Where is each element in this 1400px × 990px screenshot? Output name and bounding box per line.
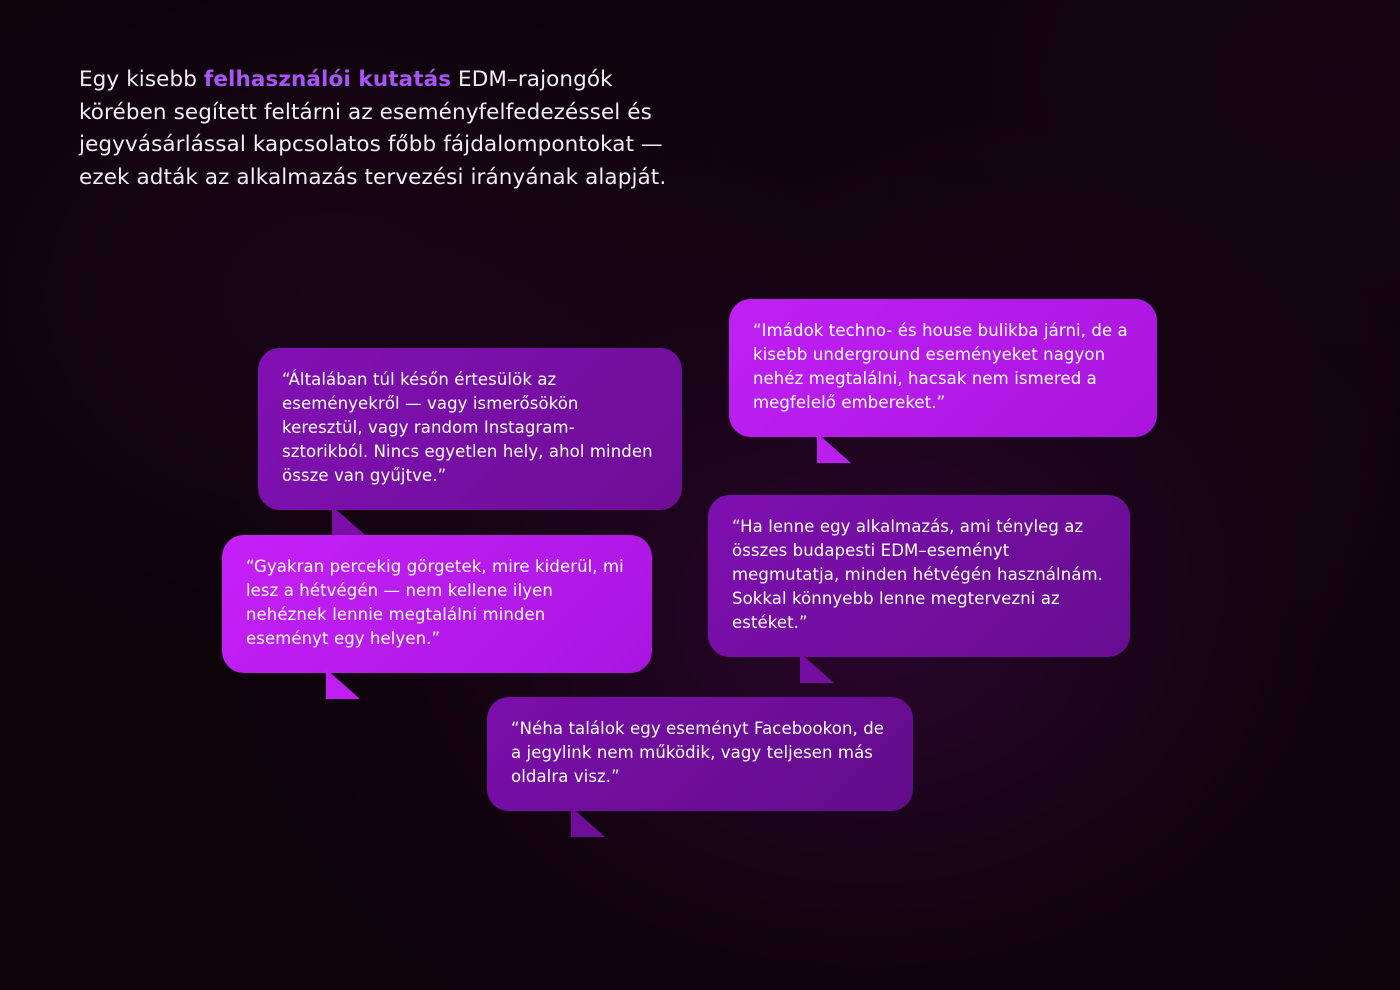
quote-bubble-2: [729, 299, 1157, 437]
quote-text: “Imádok techno- és house bulikba járni, de a kisebb underground eseményeket nagyon nehéz megtalálni, hacsak nem ismered a megfelelő embereket.”: [753, 321, 1128, 412]
intro-text-after: EDM–rajongók körében segített feltárni az eseményfelfedezéssel és jegyvásárlással kapcsolatos főbb fájdalompontokat — ezek adták az alkalmazás tervezési irányának alapját.: [79, 67, 667, 191]
quote-bubble-5: [487, 697, 913, 811]
intro-text-before: Egy kisebb: [79, 67, 204, 92]
research-intro-paragraph: [79, 64, 699, 195]
quote-bubble-3: [222, 535, 652, 673]
intro-highlight: felhasználói kutatás: [203, 67, 452, 92]
quote-bubble-4: [708, 495, 1130, 657]
quote-text: “Gyakran percekig görgetek, mire kiderül, mi lesz a hétvégén — nem kellene ilyen nehéznek lennie megtalálni minden eseményt egy helyen.”: [246, 557, 624, 648]
quote-bubble-1: [258, 348, 682, 510]
quote-text: “Néha találok egy eseményt Facebookon, de a jegylink nem működik, vagy teljesen más oldalra visz.”: [511, 719, 885, 786]
quote-text: “Általában túl későn értesülök az eseményekről — vagy ismerősökön keresztül, vagy random Instagram-sztorikból. Nincs egyetlen hely, ahol minden össze van gyűjtve.”: [282, 370, 653, 485]
quote-text: “Ha lenne egy alkalmazás, ami tényleg az összes budapesti EDM–eseményt megmutatja, minden hétvégén használnám. Sokkal könnyebb lenne megtervezni az estéket.”: [732, 517, 1103, 632]
